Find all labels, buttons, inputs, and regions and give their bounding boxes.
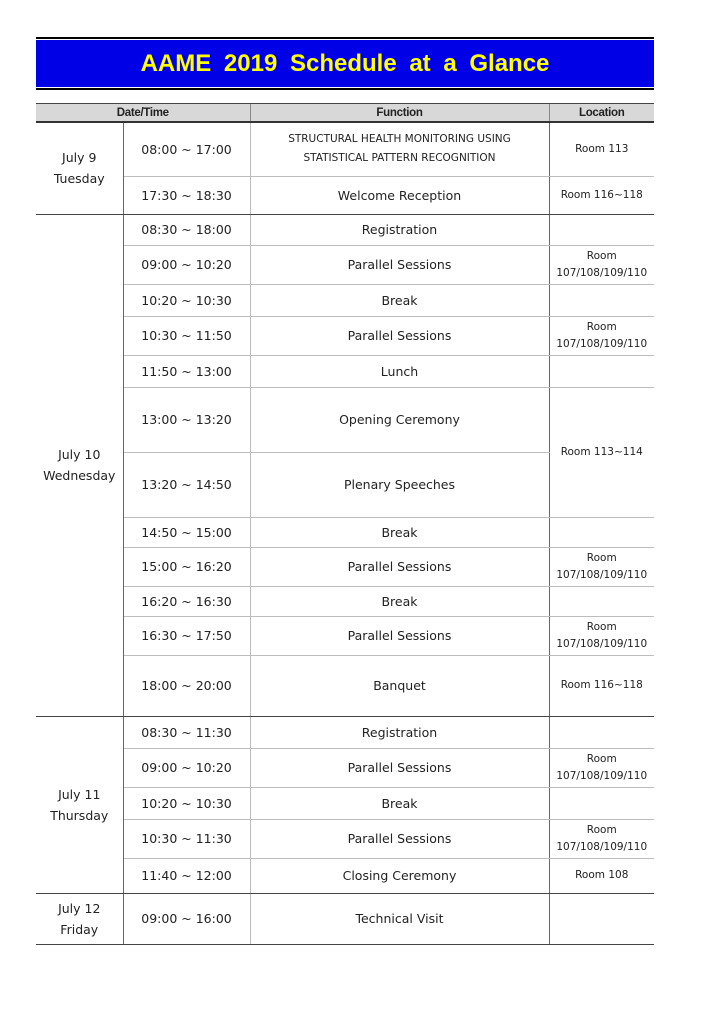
day-weekday: Thursday xyxy=(50,807,109,823)
table-row xyxy=(36,547,654,586)
day-weekday: Friday xyxy=(60,921,99,937)
location-cell: Room 116~118 xyxy=(549,655,654,716)
time-cell: 13:20 ~ 14:50 xyxy=(123,452,250,517)
location-line: 107/108/109/110 xyxy=(556,840,648,853)
location-cell xyxy=(549,586,654,616)
location-cell xyxy=(549,245,654,284)
location-line: 107/108/109/110 xyxy=(556,637,648,650)
location-cell: Room 116~118 xyxy=(549,176,654,214)
table-row xyxy=(36,616,654,655)
location-cell xyxy=(549,517,654,547)
function-line: STRUCTURAL HEALTH MONITORING USING xyxy=(288,133,511,146)
time-cell: 08:30 ~ 18:00 xyxy=(123,214,250,245)
table-row xyxy=(36,517,654,547)
function-cell: Closing Ceremony xyxy=(250,858,549,893)
function-cell: Registration xyxy=(250,214,549,245)
location-cell xyxy=(549,547,654,586)
time-cell: 09:00 ~ 16:00 xyxy=(123,893,250,944)
banner-bottom-rule xyxy=(36,88,654,90)
location-line: Room xyxy=(586,249,617,262)
time-cell: 10:20 ~ 10:30 xyxy=(123,284,250,316)
function-cell: Technical Visit xyxy=(250,893,549,944)
time-cell: 10:30 ~ 11:30 xyxy=(123,819,250,858)
location-cell xyxy=(549,284,654,316)
day-date: July 11 xyxy=(58,786,101,802)
table-row xyxy=(36,387,654,452)
header-location: Location xyxy=(549,104,654,123)
location-line: Room xyxy=(586,320,617,333)
location-line: Room xyxy=(586,620,617,633)
table-row xyxy=(36,716,654,748)
table-row xyxy=(36,122,654,176)
location-line: 107/108/109/110 xyxy=(556,337,648,350)
location-cell: Room 108 xyxy=(549,858,654,893)
day-date: July 9 xyxy=(62,150,97,166)
function-cell: Break xyxy=(250,284,549,316)
function-cell xyxy=(250,122,549,176)
location-line: Room xyxy=(586,823,617,836)
schedule-table xyxy=(36,103,654,945)
time-cell: 14:50 ~ 15:00 xyxy=(123,517,250,547)
function-line: STATISTICAL PATTERN RECOGNITION xyxy=(303,152,496,165)
banner-top-rule xyxy=(36,37,654,39)
location-cell xyxy=(549,748,654,787)
table-row xyxy=(36,176,654,214)
location-cell xyxy=(549,893,654,944)
page-title: AAME 2019 Schedule at a Glance xyxy=(140,49,550,77)
time-cell: 17:30 ~ 18:30 xyxy=(123,176,250,214)
function-cell: Registration xyxy=(250,716,549,748)
time-cell: 10:20 ~ 10:30 xyxy=(123,787,250,819)
location-cell xyxy=(549,787,654,819)
location-line: 107/108/109/110 xyxy=(556,568,648,581)
time-cell: 15:00 ~ 16:20 xyxy=(123,547,250,586)
time-cell: 16:20 ~ 16:30 xyxy=(123,586,250,616)
location-cell xyxy=(549,716,654,748)
time-cell: 10:30 ~ 11:50 xyxy=(123,316,250,355)
location-cell xyxy=(549,355,654,387)
table-row xyxy=(36,858,654,893)
function-cell: Break xyxy=(250,586,549,616)
day-cell xyxy=(36,214,123,716)
location-cell xyxy=(549,214,654,245)
function-cell: Lunch xyxy=(250,355,549,387)
day-cell xyxy=(36,893,123,944)
function-cell: Banquet xyxy=(250,655,549,716)
table-row xyxy=(36,355,654,387)
function-cell: Parallel Sessions xyxy=(250,616,549,655)
table-row xyxy=(36,586,654,616)
table-row xyxy=(36,284,654,316)
table-row xyxy=(36,316,654,355)
function-cell: Parallel Sessions xyxy=(250,819,549,858)
time-cell: 18:00 ~ 20:00 xyxy=(123,655,250,716)
location-line: Room xyxy=(586,551,617,564)
location-cell: Room 113~114 xyxy=(549,387,654,517)
function-cell: Parallel Sessions xyxy=(250,316,549,355)
time-cell: 11:50 ~ 13:00 xyxy=(123,355,250,387)
table-row xyxy=(36,893,654,944)
location-cell: Room 113 xyxy=(549,122,654,176)
time-cell: 11:40 ~ 12:00 xyxy=(123,858,250,893)
location-line: Room xyxy=(586,752,617,765)
day-cell xyxy=(36,716,123,893)
time-cell: 08:30 ~ 11:30 xyxy=(123,716,250,748)
location-cell xyxy=(549,819,654,858)
table-row xyxy=(36,748,654,787)
title-banner xyxy=(36,37,654,91)
function-cell: Break xyxy=(250,517,549,547)
function-cell: Parallel Sessions xyxy=(250,245,549,284)
time-cell: 09:00 ~ 10:20 xyxy=(123,245,250,284)
function-cell: Welcome Reception xyxy=(250,176,549,214)
table-row xyxy=(36,245,654,284)
time-cell: 13:00 ~ 13:20 xyxy=(123,387,250,452)
function-cell: Parallel Sessions xyxy=(250,547,549,586)
day-date: July 12 xyxy=(58,900,101,916)
banner-box xyxy=(36,40,654,87)
header-function: Function xyxy=(250,104,549,123)
location-cell xyxy=(549,316,654,355)
location-line: 107/108/109/110 xyxy=(556,769,648,782)
table-row xyxy=(36,214,654,245)
function-cell: Break xyxy=(250,787,549,819)
header-row xyxy=(36,104,654,123)
table-row xyxy=(36,787,654,819)
table-row xyxy=(36,819,654,858)
day-weekday: Tuesday xyxy=(53,171,105,187)
function-cell: Parallel Sessions xyxy=(250,748,549,787)
location-cell xyxy=(549,616,654,655)
time-cell: 16:30 ~ 17:50 xyxy=(123,616,250,655)
day-date: July 10 xyxy=(58,447,101,462)
function-cell: Opening Ceremony xyxy=(250,387,549,452)
function-cell: Plenary Speeches xyxy=(250,452,549,517)
location-line: 107/108/109/110 xyxy=(556,266,648,279)
time-cell: 09:00 ~ 10:20 xyxy=(123,748,250,787)
table-row xyxy=(36,655,654,716)
time-cell: 08:00 ~ 17:00 xyxy=(123,122,250,176)
header-date-time: Date/Time xyxy=(36,104,250,123)
day-cell xyxy=(36,122,123,214)
day-weekday: Wednesday xyxy=(43,468,116,483)
